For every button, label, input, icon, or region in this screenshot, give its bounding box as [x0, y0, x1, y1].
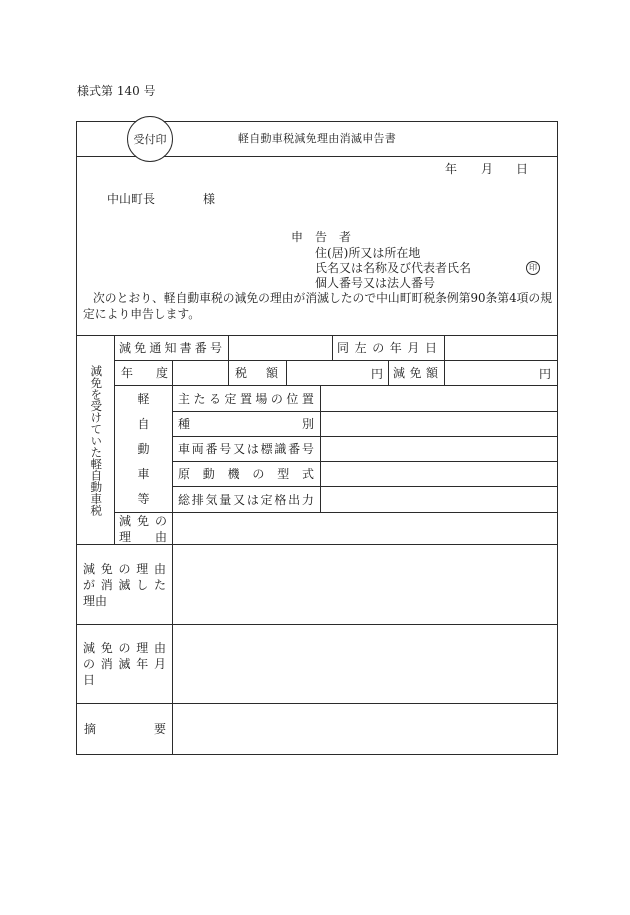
label-char: た: [193, 391, 206, 406]
label-char: 免: [134, 341, 147, 355]
label-char: 月: [153, 657, 166, 671]
vehicle-row-label-type: [178, 416, 314, 432]
fiscal-year-label: [121, 365, 168, 381]
label-char: た: [153, 577, 166, 592]
label-char: 年: [389, 341, 402, 355]
label-char: 額: [425, 366, 438, 380]
label-char: 車: [178, 442, 191, 456]
reduction-reason-label-line-1: [119, 513, 167, 529]
label-char: 書: [179, 341, 192, 355]
label-char: 力: [301, 492, 314, 507]
notice-number-value: [228, 335, 332, 360]
label-char: の: [270, 391, 283, 406]
label-char: 総: [178, 492, 191, 507]
notice-number-label-cell: [114, 335, 228, 360]
label-char: 排: [191, 492, 204, 507]
tax-amount-label-cell: [228, 360, 286, 385]
label-char: 号: [301, 442, 314, 456]
remarks-label: [84, 721, 166, 737]
label-char: 式: [301, 467, 314, 481]
label-char: 理: [136, 561, 149, 576]
label-char: 場: [255, 391, 268, 406]
notice-date-value: [444, 335, 558, 360]
label-char: 両: [191, 442, 204, 456]
reduction-reason-label-cell: [114, 512, 172, 544]
reduced-tax-section-label-cell: [76, 335, 114, 544]
label-char: 減: [393, 366, 406, 380]
label-char: 額: [265, 366, 278, 380]
label-char: の: [154, 513, 167, 528]
cessation-reason-label-line-3: 理由: [83, 593, 108, 608]
label-char: 免: [100, 561, 113, 576]
fiscal-year-value: [172, 360, 228, 385]
label-char: 減: [119, 513, 132, 528]
label-char: 由: [153, 561, 166, 576]
label-char: の: [372, 341, 385, 355]
cessation-reason-value: [172, 544, 558, 624]
label-char: 置: [239, 391, 252, 406]
label-char: 減: [83, 561, 96, 576]
reduction-amount-label-cell: [388, 360, 444, 385]
vehicle-row-label-displacement: [178, 492, 314, 508]
label-char: 税: [235, 366, 248, 380]
label-char: 左: [354, 341, 367, 355]
label-char: 免: [136, 513, 149, 528]
vehicle-group-label-cell: [114, 385, 172, 512]
remarks-value: [172, 703, 558, 754]
vehicle-row-value-location: [320, 385, 558, 411]
label-char: 番: [194, 341, 207, 355]
cessation-date-label-line-2: [83, 656, 166, 672]
label-char: 免: [409, 366, 422, 380]
tax-amount-unit: 円: [370, 366, 383, 381]
label-char: 又: [233, 492, 246, 507]
label-char: 置: [301, 391, 314, 406]
reduction-amount-label: [393, 365, 438, 381]
label-char: は: [246, 442, 259, 456]
statement-line-1: 次のとおり、軽自動車税の減免の理由が消滅したので中山町町税条例第90条第4項の規: [93, 291, 553, 305]
label-char: 機: [227, 467, 240, 481]
vehicle-row-label-cell-displacement: [172, 486, 320, 512]
label-char: 月: [407, 341, 420, 355]
label-char: 滅: [118, 657, 131, 671]
label-char: 動: [137, 441, 150, 456]
label-char: 理: [119, 529, 132, 544]
declarant-address-label: 住(居)所又は所在地: [315, 246, 421, 260]
label-char: 号: [209, 341, 222, 355]
label-char: が: [83, 577, 96, 592]
label-char: 型: [277, 467, 290, 481]
label-char: の: [83, 657, 96, 671]
label-char: 度: [155, 366, 168, 380]
label-char: 動: [202, 467, 215, 481]
label-char: 理: [136, 641, 149, 655]
vehicle-row-value-type: [320, 411, 558, 436]
label-char: 号: [219, 442, 232, 456]
label-char: 消: [100, 657, 113, 671]
label-char: 摘: [84, 722, 97, 736]
vehicle-row-value-plate: [320, 436, 558, 461]
label-char: の: [252, 467, 265, 481]
label-char: 識: [274, 442, 287, 456]
label-char: 原: [178, 467, 191, 481]
label-char: 気: [205, 492, 218, 507]
label-char: は: [246, 492, 259, 507]
label-char: の: [118, 641, 131, 655]
label-char: 番: [205, 442, 218, 456]
cessation-reason-label-line-2: [83, 577, 166, 593]
vehicle-row-label-cell-engine: [172, 461, 320, 486]
label-char: 知: [164, 341, 177, 355]
label-char: 消: [100, 577, 113, 592]
label-char: 減: [119, 341, 132, 355]
label-char: 要: [153, 722, 166, 736]
vehicle-group-label: [115, 386, 172, 512]
vehicle-row-label-cell-type: [172, 411, 320, 436]
label-char: 等: [137, 492, 150, 507]
vehicle-row-label-plate: [178, 441, 314, 457]
date-day-label: 日: [516, 162, 529, 176]
label-char: 由: [154, 529, 167, 544]
declarant-number-label: 個人番号又は法人番号: [315, 276, 436, 290]
vehicle-row-value-engine: [320, 461, 558, 486]
vehicle-row-label-cell-location: [172, 385, 320, 411]
fiscal-year-label-cell: [114, 360, 172, 385]
tax-amount-label: [235, 365, 278, 381]
label-char: 又: [233, 442, 246, 456]
label-char: 番: [288, 442, 301, 456]
label-char: 同: [337, 341, 350, 355]
date-year-label: 年: [445, 162, 458, 176]
statement-line-2: 定により申告します。: [83, 307, 201, 321]
label-char: 軽: [137, 391, 150, 406]
label-char: 滅: [118, 577, 131, 592]
tax-amount-value: [286, 360, 388, 385]
form-number: 様式第 140 号: [77, 84, 156, 98]
label-char: 量: [219, 492, 232, 507]
label-char: る: [208, 391, 221, 406]
notice-number-label: [119, 340, 222, 356]
label-char: 位: [286, 391, 299, 406]
label-char: 自: [137, 416, 150, 431]
label-char: 主: [178, 391, 191, 406]
cessation-date-label-line-1: [83, 640, 166, 656]
form-title: 軽自動車税減免理由消滅申告書: [237, 132, 397, 145]
vehicle-row-label-cell-plate: [172, 436, 320, 461]
vehicle-row-label-engine: [178, 466, 314, 482]
cessation-reason-label-line-1: [83, 561, 166, 577]
vehicle-row-label-location: [178, 391, 314, 407]
cessation-date-label-line-3: 日: [83, 673, 96, 687]
addressee-name: 中山町長: [107, 192, 156, 206]
vehicle-row-value-displacement: [320, 486, 558, 512]
label-char: 格: [274, 492, 287, 507]
addressee-honorific: 様: [203, 192, 216, 206]
reduction-amount-value: [444, 360, 558, 385]
label-char: 標: [260, 442, 273, 456]
label-char: 定: [260, 492, 273, 507]
label-char: 別: [301, 417, 314, 431]
reduction-amount-unit: 円: [538, 366, 551, 381]
cessation-reason-label-cell: [76, 544, 172, 624]
label-char: し: [136, 577, 149, 592]
label-char: 年: [121, 366, 134, 380]
seal-mark: 印: [526, 261, 540, 275]
cessation-date-value: [172, 624, 558, 703]
label-char: 免: [100, 641, 113, 655]
label-char: 定: [224, 391, 237, 406]
notice-date-label-cell: [332, 335, 444, 360]
date-month-label: 月: [481, 162, 494, 176]
label-char: 減: [83, 641, 96, 655]
label-char: 車: [137, 467, 150, 482]
reduction-reason-value: [172, 512, 558, 544]
cessation-date-label-cell: [76, 624, 172, 703]
reduced-tax-section-label: 減免を受けていた軽自動車税: [89, 364, 104, 516]
label-char: 日: [424, 341, 437, 355]
label-char: 由: [153, 641, 166, 655]
label-char: 出: [288, 492, 301, 507]
label-char: の: [118, 561, 131, 576]
declarant-heading: 申 告 者: [291, 230, 352, 244]
label-char: 種: [178, 417, 191, 431]
reduction-reason-label-line-2: [119, 529, 167, 545]
remarks-label-cell: [76, 703, 172, 754]
notice-date-label: [337, 340, 437, 356]
declarant-name-label: 氏名又は名称及び代表者氏名: [315, 261, 472, 275]
label-char: 通: [149, 341, 162, 355]
reception-stamp: 受付印: [127, 116, 173, 162]
label-char: 年: [136, 657, 149, 671]
